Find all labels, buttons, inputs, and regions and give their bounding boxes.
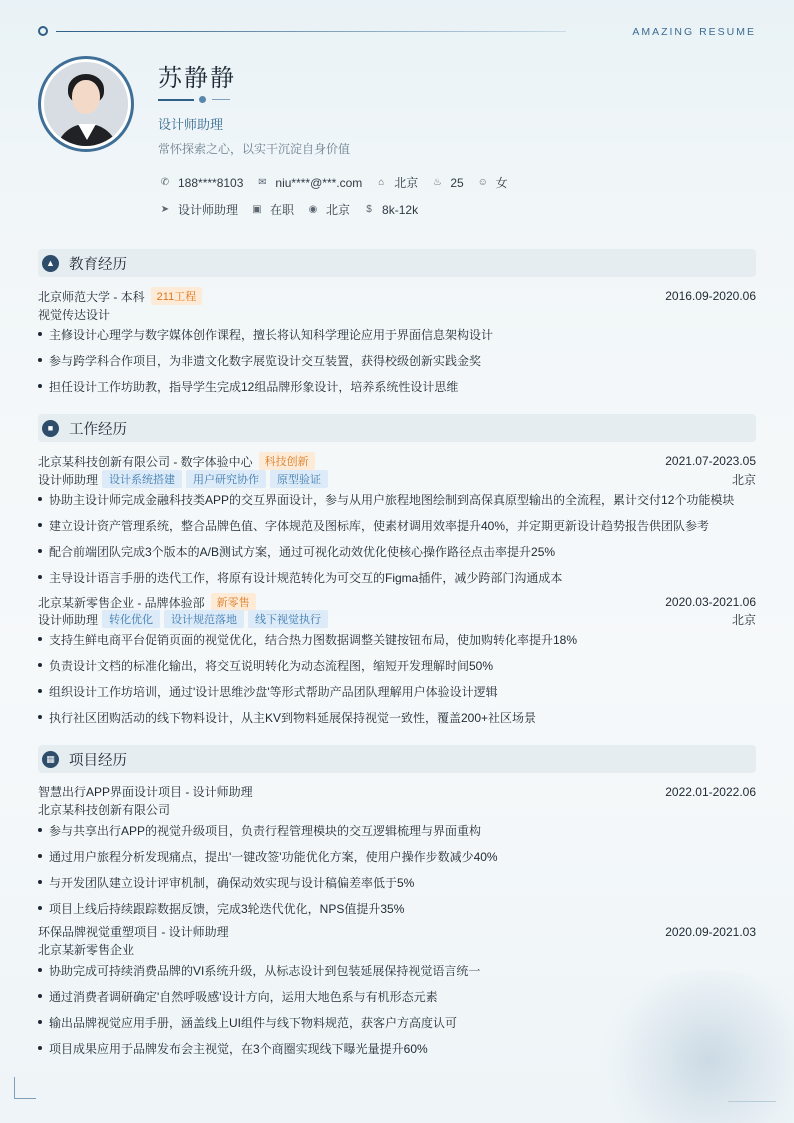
project-name: 智慧出行APP界面设计项目 - 设计师助理 xyxy=(38,785,253,799)
info-hometown: ⌂ 北京 xyxy=(374,174,418,191)
info-target-city: ◉ 北京 xyxy=(306,201,350,218)
list-item: 配合前端团队完成3个版本的A/B测试方案，通过可视化动效优化使核心操作路径点击率提升25% xyxy=(38,543,756,560)
name-underline-dot xyxy=(199,96,206,103)
project-date: 2020.09-2021.03 xyxy=(665,924,756,939)
info-age: ♨ 25 xyxy=(430,176,463,190)
list-item: 参与共享出行APP的视觉升级项目，负责行程管理模块的交互逻辑梳理与界面重构 xyxy=(38,822,756,839)
project-row xyxy=(38,783,756,800)
list-item: 通过消费者调研确定'自然呼吸感'设计方向，运用大地色系与有机形态元素 xyxy=(38,988,756,1005)
info-phone: ✆ 188****8103 xyxy=(158,176,243,190)
corner-ornament xyxy=(14,1077,36,1099)
briefcase-icon: ■ xyxy=(42,420,59,437)
role: 设计师助理 xyxy=(38,612,99,627)
mail-icon: ✉ xyxy=(258,177,267,188)
info-gender: ☺ 女 xyxy=(477,176,508,190)
education-row xyxy=(38,287,756,305)
skill-tag: 原型验证 xyxy=(270,470,328,488)
section-title: 项目经历 xyxy=(69,752,127,769)
work-role-row xyxy=(38,610,756,628)
education-major-row xyxy=(38,306,756,323)
footer-line-ornament xyxy=(728,1101,776,1102)
name-underline xyxy=(158,99,194,101)
list-item: 建立设计资产管理系统，整合品牌色值、字体规范及图标库，使素材调用效率提升40%，并定期更新设计趋势报告供团队参考 xyxy=(38,517,756,534)
section-project-header xyxy=(38,745,756,773)
list-item: 项目成果应用于品牌发布会主视觉，在3个商圈实现线下曝光量提升60% xyxy=(38,1040,756,1057)
candidate-name: 苏静静 xyxy=(158,65,236,92)
skill-tag: 转化优化 xyxy=(102,610,160,628)
work-company-row xyxy=(38,452,756,470)
job-title: 设计师助理 xyxy=(158,117,224,132)
list-item: 主导设计语言手册的迭代工作，将原有设计规范转化为可交互的Figma插件，减少跨部门沟通成本 xyxy=(38,569,756,586)
list-item: 参与跨学科合作项目，为非遗文化数字展览设计交互装置，获得校级创新实践金奖 xyxy=(38,352,756,369)
list-item: 项目上线后持续跟踪数据反馈，完成3轮迭代优化，NPS值提升35% xyxy=(38,900,756,917)
company-name: 北京某科技创新有限公司 - 数字体验中心 xyxy=(38,454,253,469)
project-name: 环保品牌视觉重塑项目 - 设计师助理 xyxy=(38,925,229,939)
company-tag: 新零售 xyxy=(211,593,256,611)
avatar xyxy=(38,56,134,152)
location-icon: ◉ xyxy=(308,204,318,215)
work-city: 北京 xyxy=(731,612,756,627)
list-item: 与开发团队建立设计评审机制，确保动效实现与设计稿偏差率低于5% xyxy=(38,874,756,891)
cake-icon: ♨ xyxy=(432,177,442,188)
list-item: 担任设计工作坊助教，指导学生完成12组品牌形象设计，培养系统性设计思维 xyxy=(38,378,756,395)
list-item: 负责设计文档的标准化输出，将交互说明转化为动态流程图，缩短开发理解时间50% xyxy=(38,657,756,674)
section-education-header xyxy=(38,249,756,277)
list-item: 支持生鲜电商平台促销页面的视觉优化，结合热力图数据调整关键按钮布局，使加购转化率提升18% xyxy=(38,631,756,648)
avatar-photo xyxy=(44,62,128,146)
info-target-job: ➤ 设计师助理 xyxy=(158,201,238,218)
section-title: 工作经历 xyxy=(69,421,127,438)
list-item: 组织设计工作坊培训，通过'设计思维沙盘'等形式帮助产品团队理解用户体验设计逻辑 xyxy=(38,683,756,700)
work-date: 2020.03-2021.06 xyxy=(665,595,756,609)
project-org-row xyxy=(38,801,756,818)
motto: 常怀探索之心，以实干沉淀自身价值 xyxy=(158,142,351,156)
company-name: 北京某新零售企业 - 品牌体验部 xyxy=(38,595,205,610)
school-name: 北京师范大学 - 本科 xyxy=(38,289,145,304)
list-item: 执行社区团购活动的线下物料设计，从主KV到物料延展保持视觉一致性，覆盖200+社区场景 xyxy=(38,709,756,726)
project-org: 北京某科技创新有限公司 xyxy=(38,803,171,817)
project-date: 2022.01-2022.06 xyxy=(665,784,756,799)
school-tag: 211工程 xyxy=(151,287,203,305)
contact-info-row xyxy=(158,174,520,191)
phone-icon: ✆ xyxy=(160,177,170,188)
project-org: 北京某新零售企业 xyxy=(38,943,135,957)
gender-icon: ☺ xyxy=(477,177,488,188)
company-tag: 科技创新 xyxy=(259,452,315,470)
info-salary: $ 8k-12k xyxy=(362,203,418,217)
list-item: 协助主设计师完成金融科技类APP的交互界面设计，参与从用户旅程地图绘制到高保真原型输出的全流程，累计交付12个功能模块 xyxy=(38,491,756,508)
header-line-ornament xyxy=(56,31,566,32)
intention-info-row xyxy=(158,201,430,218)
section-title: 教育经历 xyxy=(69,256,127,273)
header-circle-ornament xyxy=(38,26,48,36)
skill-tag: 设计规范落地 xyxy=(164,610,244,628)
work-role-row xyxy=(38,470,756,488)
status-icon: ▣ xyxy=(252,204,262,215)
skill-tag: 用户研究协作 xyxy=(186,470,266,488)
project-org-row xyxy=(38,941,756,958)
education-date: 2016.09-2020.06 xyxy=(665,289,756,303)
info-email: ✉ niu****@***.com xyxy=(255,176,362,190)
send-icon: ➤ xyxy=(160,204,170,215)
skill-tag: 线下视觉执行 xyxy=(248,610,328,628)
list-item: 输出品牌视觉应用手册，涵盖线上UI组件与线下物料规范，获客户方高度认可 xyxy=(38,1014,756,1031)
name-underline-short xyxy=(212,99,230,100)
grid-icon: ▦ xyxy=(42,751,59,768)
brand-label: AMAZING RESUME xyxy=(632,26,756,38)
skill-tag: 设计系统搭建 xyxy=(102,470,182,488)
project-row xyxy=(38,923,756,940)
section-work-header xyxy=(38,414,756,442)
home-icon: ⌂ xyxy=(378,177,385,188)
role: 设计师助理 xyxy=(38,472,99,487)
work-city: 北京 xyxy=(731,472,756,487)
work-company-row xyxy=(38,593,756,611)
major: 视觉传达设计 xyxy=(38,308,111,322)
salary-icon: $ xyxy=(366,204,372,215)
list-item: 通过用户旅程分析发现痛点，提出'一键改签'功能优化方案，使用户操作步数减少40% xyxy=(38,848,756,865)
list-item: 协助完成可持续消费品牌的VI系统升级，从标志设计到包装延展保持视觉语言统一 xyxy=(38,962,756,979)
list-item: 主修设计心理学与数字媒体创作课程，擅长将认知科学理论应用于界面信息架构设计 xyxy=(38,326,756,343)
work-date: 2021.07-2023.05 xyxy=(665,454,756,468)
graduation-cap-icon: ▲ xyxy=(42,255,59,272)
info-status: ▣ 在职 xyxy=(250,201,294,218)
